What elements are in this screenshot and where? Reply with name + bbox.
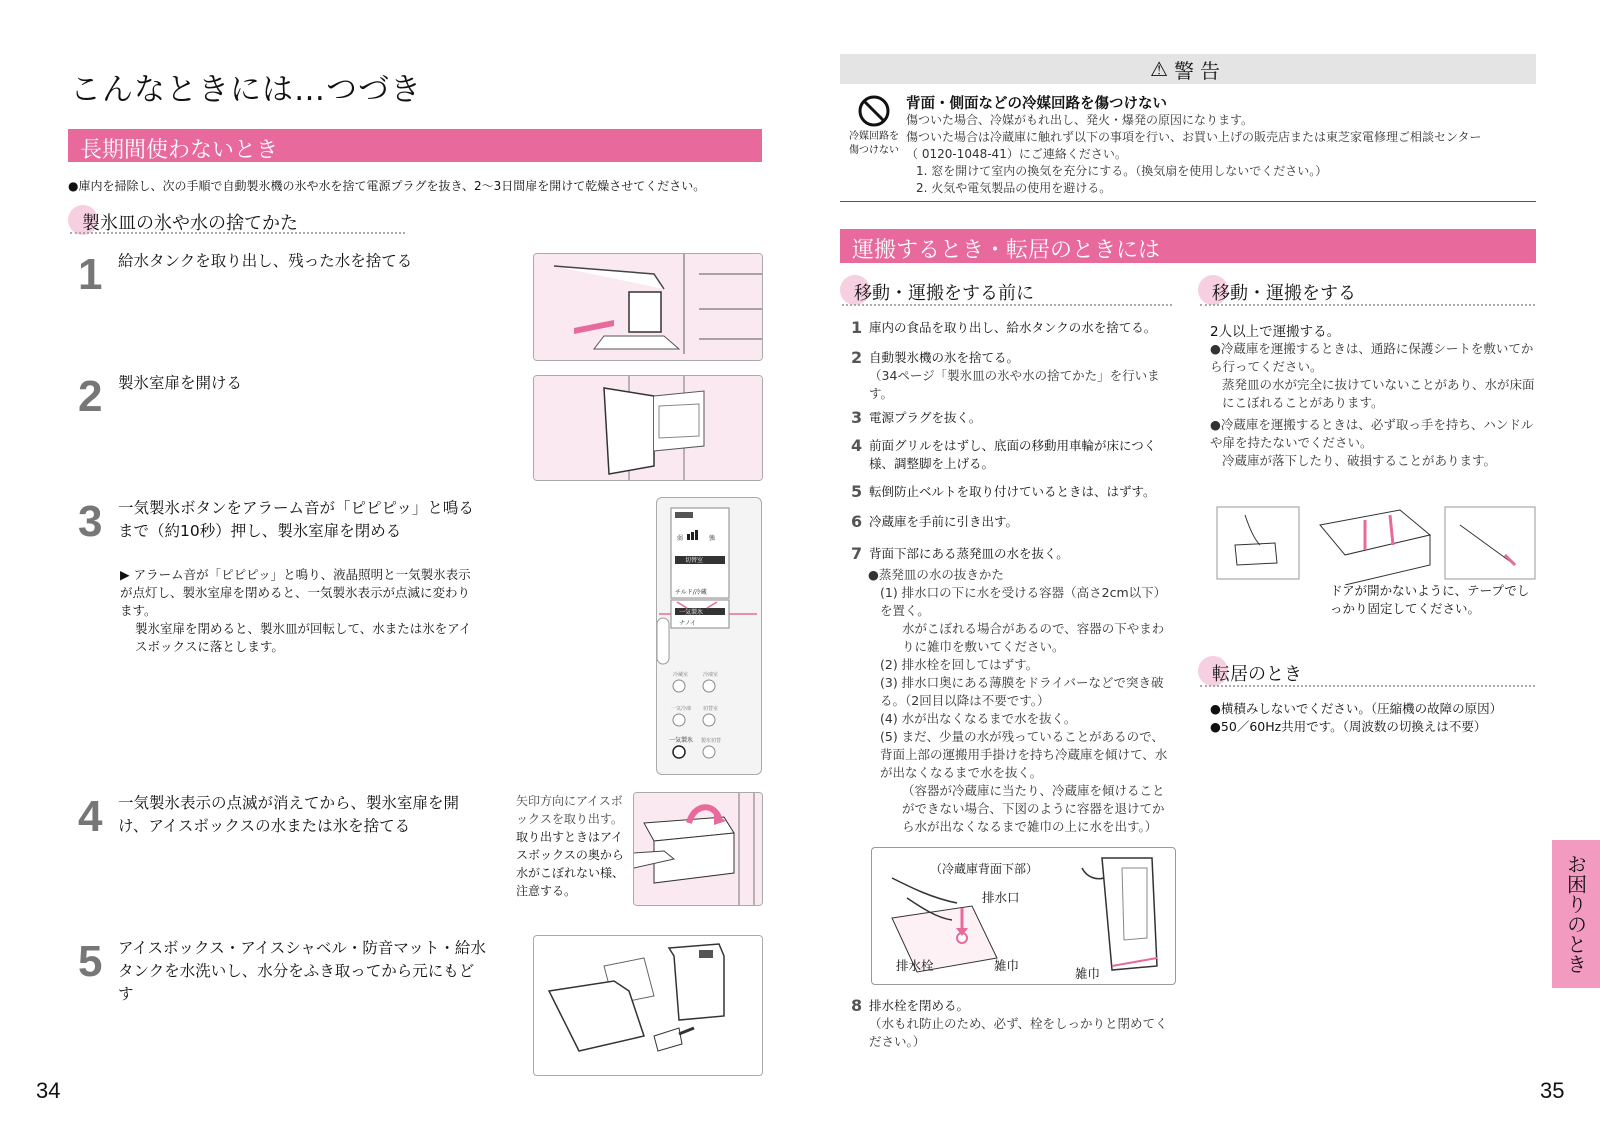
move-bullet: ●冷蔵庫を運搬するときは、通路に保護シートを敷いてから行ってください。 [1210, 341, 1534, 374]
list-item [851, 544, 1176, 563]
subhead-move [1200, 279, 1535, 306]
step7-line: (1) 排水口の下に水を受ける容器（高さ2cm以下）を置く。 [880, 585, 1167, 618]
subhead-before-move [842, 279, 1172, 306]
warning-body [906, 112, 1546, 197]
step7-line: （容器が冷蔵庫に当たり、冷蔵庫を傾けることができない場合、下図のように容器を退けてから水が出なくなるまで雑巾の上に水を出す。） [902, 783, 1165, 834]
step-number: 2 [78, 372, 103, 421]
illustration-remove-tank [533, 253, 763, 361]
step-number: 1 [851, 318, 863, 337]
list-item [851, 512, 1176, 544]
page-number-right: 35 [1540, 1078, 1565, 1103]
step4-caption-2: 取り出すときはアイスボックスの奥から水がこぼれない様、注意する。 [516, 830, 625, 898]
move-lead: 2人以上で運搬する。 [1210, 324, 1341, 340]
prohibition-icon [857, 94, 891, 128]
svg-text:一気冷凍: 一気冷凍 [671, 706, 692, 712]
warning-icon: ⚠ [1150, 57, 1168, 81]
step-number: 4 [78, 792, 103, 841]
section-header-transport: 運搬するとき・転居のときには [840, 229, 1536, 263]
step-subtext: （34ページ「製氷皿の氷や水の捨てかた」を行います。 [869, 368, 1160, 401]
relocate-bullets [1210, 700, 1536, 736]
step7-line: ●蒸発皿の水の抜きかた [868, 567, 1004, 582]
step-text: 電源プラグを抜く。 [869, 410, 982, 425]
section-header-long-absence: 長期間使わないとき [68, 129, 762, 162]
svg-text:製氷切替: 製氷切替 [701, 738, 722, 744]
drain-diagram [871, 847, 1176, 985]
warning-line: 傷ついた場合は冷蔵庫に触れず以下の事項を行い、お買い上げの販売店または東芝家電修理ご相談センター [906, 130, 1482, 144]
list-item [851, 996, 1176, 1049]
step-number: 8 [851, 996, 863, 1015]
diagram-label-outlet: 排水口 [982, 890, 1020, 905]
step-text: 一気製氷ボタンをアラーム音が「ピピピッ」と鳴るまで（約10秒）押し、製氷室扉を閉める [118, 499, 474, 540]
svg-text:ナノイ: ナノイ [679, 620, 697, 627]
step3-note: ▶ アラーム音が「ピピピッ」と鳴り、液晶照明と一気製氷表示が点灯し、製氷室扉を閉めると、一気製氷表示が点滅に変わります。 [120, 567, 471, 618]
warning-banner [840, 54, 1536, 84]
step4-caption [516, 792, 628, 900]
diagram-label-cloth: 雑巾 [994, 958, 1020, 973]
step7-line: (3) 排水口奥にある薄膜をドライバーなどで突き破る。（2回目以降は不要です。） [880, 675, 1164, 708]
illustration-open-ice-door [533, 375, 763, 481]
tape-caption: ドアが開かないように、テープでしっかり固定してください。 [1330, 583, 1530, 616]
svg-text:一気製氷: 一気製氷 [679, 609, 704, 616]
step4-caption-1: 矢印方向にアイスボックスを取り出す。 [516, 794, 623, 826]
list-item [851, 318, 1176, 342]
relocate-bullet: ●50／60Hz共用です。（周波数の切換えは不要） [1210, 719, 1487, 734]
subhead-ice-disposal [70, 209, 405, 234]
step-text: 給水タンクを取り出し、残った水を捨てる [118, 252, 413, 270]
control-panel-illustration [656, 497, 762, 775]
warning-line: 1. 窓を開けて室内の換気を充分にする。（換気扇を使用しないでください。） [916, 164, 1328, 178]
svg-text:冷凍室: 冷凍室 [703, 672, 719, 678]
step-text: 庫内の食品を取り出し、給水タンクの水を捨てる。 [869, 320, 1157, 335]
illustration-ice-box [633, 792, 763, 906]
svg-text:チルド/冷蔵: チルド/冷蔵 [675, 589, 707, 596]
transport-steps [851, 318, 1176, 563]
page-number-left: 34 [36, 1078, 61, 1103]
list-item [851, 408, 1176, 436]
step-number: 6 [851, 512, 863, 531]
list-item [851, 348, 1176, 408]
step-text: 前面グリルをはずし、底面の移動用車輪が床につく様、調整脚を上げる。 [869, 438, 1157, 471]
warning-title: 警告 [1173, 58, 1226, 83]
svg-text:強: 強 [709, 535, 716, 542]
step7-details [868, 566, 1176, 836]
svg-text:弱: 弱 [677, 535, 684, 542]
warning-line: （ 0120-1048-41）にご連絡ください。 [906, 147, 1127, 161]
subhead-label: 移動・運搬をする [1212, 283, 1356, 304]
diagram-label-top: （冷蔵庫背面下部） [930, 862, 1039, 876]
step-text: 自動製氷機の氷を捨てる。 [869, 350, 1020, 365]
step7-line: (4) 水が出なくなるまで水を抜く。 [880, 711, 1077, 726]
relocate-bullet: ●横積みしないでください。（圧縮機の故障の原因） [1210, 701, 1503, 716]
move-bullet: 蒸発皿の水が完全に抜けていないことがあり、水が床面にこぼれることがあります。 [1222, 377, 1535, 410]
step-number: 1 [78, 250, 103, 299]
page-title: こんなときには…つづき [70, 72, 422, 108]
step-text: 製氷室扉を開ける [118, 374, 243, 392]
step-text: 一気製氷表示の点滅が消えてから、製氷室扉を開け、アイスボックスの水または氷を捨てる [118, 794, 460, 835]
svg-text:一気製氷: 一気製氷 [669, 737, 694, 744]
step-number: 2 [851, 348, 863, 367]
divider [840, 201, 1536, 202]
step3-note-2: 製氷室扉を閉めると、製氷皿が回転して、水または氷をアイスボックスに落とします。 [135, 621, 472, 654]
step7-line: 水がこぼれる場合があるので、容器の下やまわりに雑巾を敷いてください。 [902, 621, 1165, 654]
step-number: 7 [851, 544, 863, 563]
illustration-parts [533, 935, 763, 1076]
side-tab-troubleshooting[interactable]: お困りのとき [1552, 840, 1600, 988]
subhead-label: 移動・運搬をする前に [854, 283, 1034, 304]
list-item [851, 482, 1176, 512]
step-text: 転倒防止ベルトを取り付けているときは、はずす。 [869, 484, 1156, 499]
subhead-label: 転居のとき [1212, 664, 1302, 685]
step-text: 背面下部にある蒸発皿の水を抜く。 [869, 546, 1069, 561]
list-item [851, 436, 1176, 482]
subhead-label: 製氷皿の氷や水の捨てかた [82, 213, 298, 234]
step-number: 3 [78, 497, 103, 546]
step7-line: (2) 排水栓を回してはずす。 [880, 657, 1039, 672]
warning-line: 2. 火気や電気製品の使用を避ける。 [916, 181, 1112, 195]
step7-line: (5) まだ、少量の水が残っていることがあるので、背面上部の運搬用手掛けを持ち冷蔵庫を傾けて、水が出なくなるまで水を抜く。 [880, 729, 1168, 780]
lead-text: ●庫内を掃除し、次の手順で自動製氷機の氷や水を捨て電源プラグを抜き、2〜3日間扉を開けて乾燥させてください。 [68, 179, 706, 193]
step-number: 5 [78, 937, 103, 986]
step-number: 5 [851, 482, 863, 501]
move-bullets [1210, 340, 1536, 470]
move-bullet: ●冷蔵庫を運搬するときは、必ず取っ手を持ち、ハンドルや扉を持たないでください。 [1210, 417, 1534, 450]
warning-line: 傷ついた場合、冷媒がもれ出し、発火・爆発の原因になります。 [906, 113, 1254, 127]
diagram-label-plug: 排水栓 [896, 958, 934, 973]
step-number: 4 [851, 436, 863, 455]
warning-head: 背面・側面などの冷媒回路を傷つけない [906, 96, 1167, 112]
step-text: アイスボックス・アイスシャベル・防音マット・給水タンクを水洗いし、水分をふき取ってから元にもどす [118, 939, 486, 1003]
svg-text:冷蔵室: 冷蔵室 [673, 672, 689, 678]
subhead-relocate [1200, 660, 1535, 687]
svg-text:切替室: 切替室 [703, 706, 719, 712]
move-bullet: 冷蔵庫が落下したり、破損することがあります。 [1222, 453, 1497, 468]
step-text: 冷蔵庫を手前に引き出す。 [869, 514, 1019, 529]
prohibition-icon-label: 冷媒回路を傷つけない [849, 131, 899, 156]
step-subtext: （水もれ防止のため、必ず、栓をしっかりと閉めてください。） [869, 1016, 1168, 1049]
tape-illustration [1215, 505, 1540, 585]
svg-text:切替室: 切替室 [685, 557, 704, 564]
diagram-label-cloth: 雑巾 [1075, 966, 1101, 981]
step-text: 排水栓を閉める。 [869, 998, 970, 1013]
step-number: 3 [851, 408, 863, 427]
